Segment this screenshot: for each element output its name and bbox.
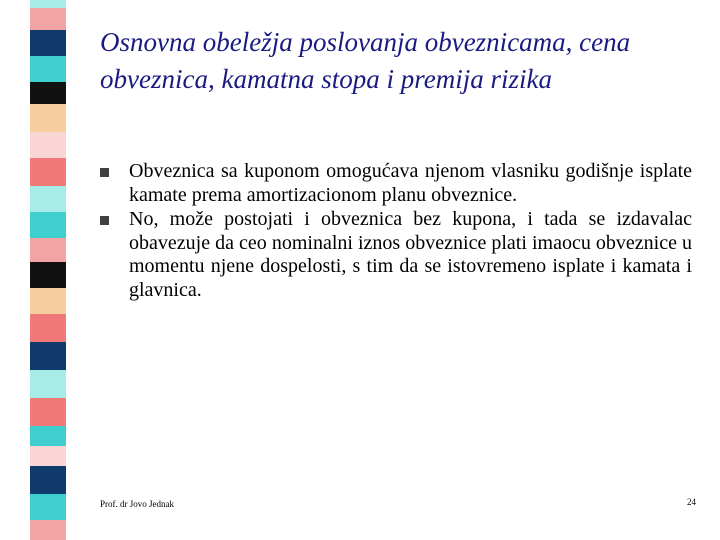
slide-title: Osnovna obeležja poslovanja obveznicama, cena obveznica, kamatna stopa i premija rizika — [100, 27, 631, 94]
decorative-stripe-bar — [30, 0, 66, 540]
stripe — [30, 426, 66, 446]
bullet-item — [100, 160, 692, 207]
stripe — [30, 82, 66, 104]
stripe — [30, 466, 66, 494]
stripe — [30, 494, 66, 520]
stripe — [30, 186, 66, 212]
bullet-list — [100, 160, 692, 303]
square-bullet-icon — [100, 216, 109, 225]
stripe — [30, 288, 66, 314]
stripe — [30, 8, 66, 30]
bullet-text: Obveznica sa kuponom omogućava njenom vlasniku godišnje isplate kamate prema amortizacionom planu obveznice. — [129, 160, 692, 206]
page-number: 24 — [687, 497, 696, 507]
stripe — [30, 30, 66, 56]
stripe — [30, 158, 66, 186]
stripe — [30, 446, 66, 466]
stripe — [30, 56, 66, 82]
square-bullet-icon — [100, 168, 109, 177]
stripe — [30, 262, 66, 288]
stripe — [30, 0, 66, 8]
stripe — [30, 132, 66, 158]
stripe — [30, 238, 66, 262]
stripe — [30, 520, 66, 540]
stripe — [30, 314, 66, 342]
stripe — [30, 370, 66, 398]
stripe — [30, 342, 66, 370]
bullet-text: No, može postojati i obveznica bez kupona, i tada se izdavalac obavezuje da ceo nominalni iznos obveznice plati imaocu obveznice u momentu njene dospelosti, s tim da se istovremeno isplate i kamata i glavnica. — [129, 208, 692, 301]
footer-author: Prof. dr Jovo Jednak — [100, 499, 174, 509]
stripe — [30, 212, 66, 238]
stripe — [30, 104, 66, 132]
bullet-item — [100, 208, 692, 302]
stripe — [30, 398, 66, 426]
